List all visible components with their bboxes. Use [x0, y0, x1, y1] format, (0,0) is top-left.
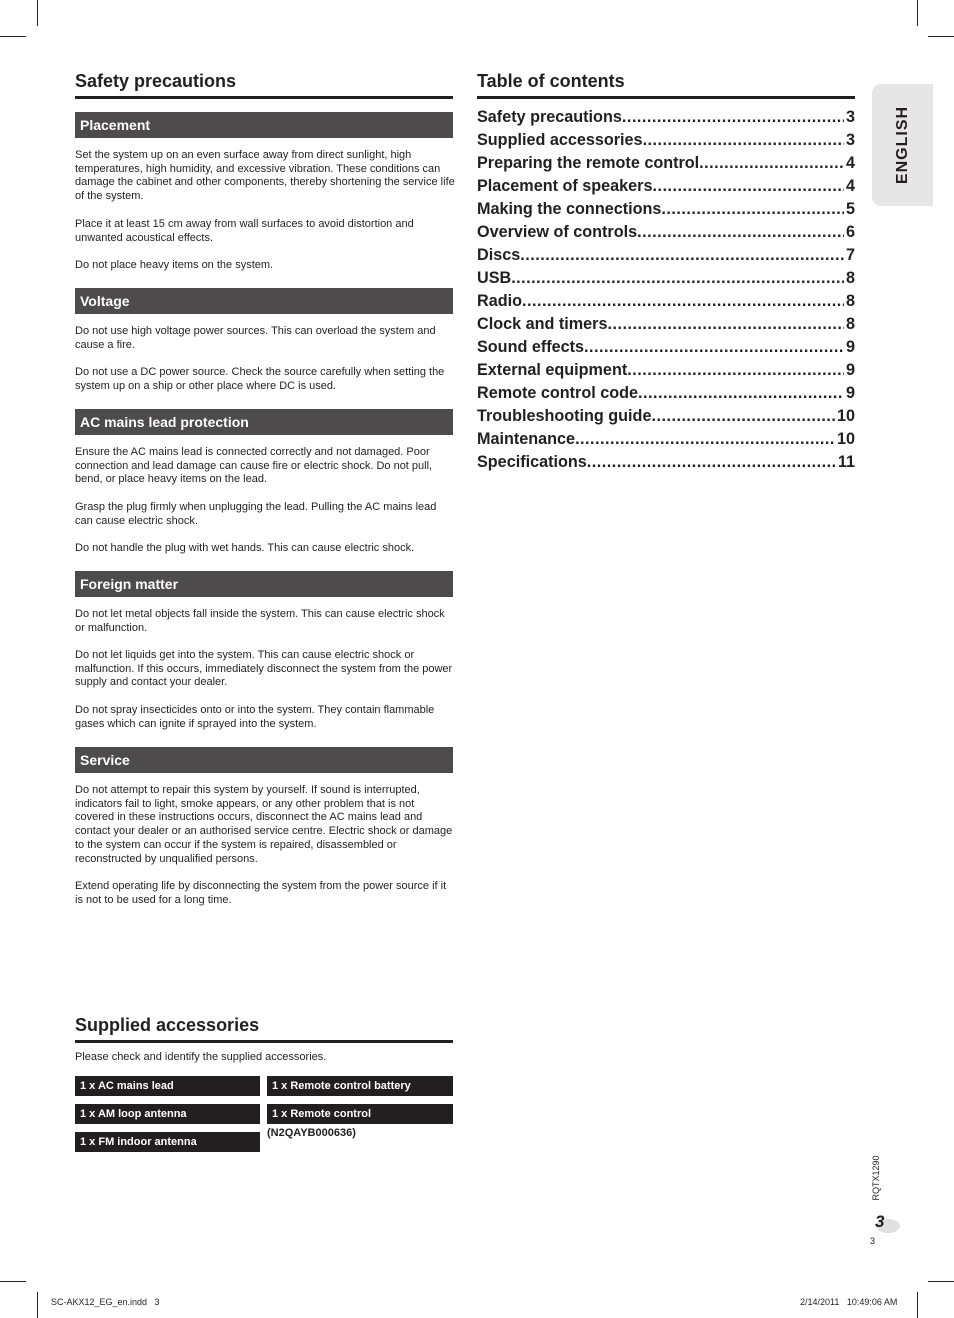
- accessory-item: 1 x FM indoor antenna: [75, 1132, 260, 1152]
- toc-entry-page: 4: [845, 177, 855, 195]
- page-number-badge: [870, 1214, 901, 1234]
- toc-entry-title: Making the connections: [477, 200, 662, 218]
- toc-entry-title: Remote control code: [477, 384, 638, 402]
- toc-entry-title: Placement of speakers: [477, 177, 653, 195]
- language-tab-label: ENGLISH: [893, 105, 911, 185]
- foreign-matter-text-1: Do not let metal objects fall inside the system. This can cause electric shock or malfunction.: [75, 608, 445, 634]
- toc-rule: [477, 96, 855, 99]
- toc-entry: [477, 152, 855, 175]
- toc-leader-dots: [627, 359, 844, 382]
- toc-leader-dots: [651, 405, 835, 428]
- toc-entry-title: Clock and timers: [477, 315, 608, 333]
- toc-entry: [477, 428, 855, 451]
- toc-entry-title: Specifications: [477, 453, 587, 471]
- toc-entry-page: 10: [836, 430, 855, 448]
- crop-mark: [37, 0, 38, 26]
- toc-entry-page: 4: [845, 154, 855, 172]
- toc-leader-dots: [643, 129, 844, 152]
- toc-entry: [477, 382, 855, 405]
- crop-mark: [917, 1292, 918, 1318]
- ac-mains-text-1: Ensure the AC mains lead is connected correctly and not damaged. Poor connection and lead damage can cause fire or electric shock. Do not pull, bend, or place heavy items on the lead.: [75, 446, 433, 486]
- timestamp: 2/14/2011 10:49:06 AM: [800, 1297, 898, 1307]
- accessory-item: 1 x AC mains lead: [75, 1076, 260, 1096]
- toc-entry-page: 9: [845, 384, 855, 402]
- toc-entry-title: Preparing the remote control: [477, 154, 700, 172]
- accessory-item: 1 x Remote control: [267, 1104, 453, 1124]
- accessory-item: 1 x AM loop antenna: [75, 1104, 260, 1124]
- toc-entry-title: External equipment: [477, 361, 628, 379]
- file-name: SC-AKX12_EG_en.indd 3: [51, 1297, 160, 1307]
- toc-entry: [477, 405, 855, 428]
- toc-entry-page: 9: [845, 338, 855, 356]
- foreign-matter-text-2: Do not let liquids get into the system. This can cause electric shock or malfunction. If this occurs, immediately disconnect the system from the power supply and contact your dealer.: [75, 649, 453, 689]
- toc-entry: [477, 106, 855, 129]
- toc-entry: [477, 336, 855, 359]
- toc-entry: [477, 290, 855, 313]
- accessories-rule: [75, 1040, 453, 1043]
- foreign-matter-heading: Foreign matter: [75, 571, 453, 597]
- page-number: 3: [875, 1212, 885, 1231]
- ac-mains-text-2: Grasp the plug firmly when unplugging the lead. Pulling the AC mains lead can cause electric shock.: [75, 501, 437, 527]
- toc-entry-title: Maintenance: [477, 430, 576, 448]
- toc-title: Table of contents: [477, 71, 625, 91]
- toc-entry: [477, 198, 855, 221]
- placement-text-3: Do not place heavy items on the system.: [75, 259, 274, 271]
- safety-title: Safety precautions: [75, 71, 237, 91]
- toc-entry-title: Radio: [477, 292, 522, 310]
- toc-entry-title: Overview of controls: [477, 223, 638, 241]
- toc-entry-page: 8: [845, 269, 855, 287]
- toc-entry: [477, 244, 855, 267]
- toc-entry: [477, 451, 855, 474]
- toc-leader-dots: [520, 244, 844, 267]
- toc-leader-dots: [584, 336, 844, 359]
- toc-leader-dots: [622, 106, 844, 129]
- toc-entry-page: 3: [845, 131, 855, 149]
- toc-entry-page: 7: [845, 246, 855, 264]
- page-number-small: 3: [870, 1236, 876, 1246]
- toc-leader-dots: [652, 175, 844, 198]
- toc-leader-dots: [575, 428, 835, 451]
- voltage-heading: Voltage: [75, 288, 453, 314]
- remote-control-code: (N2QAYB000636): [267, 1127, 356, 1139]
- accessory-item: 1 x Remote control battery: [267, 1076, 453, 1096]
- toc-leader-dots: [699, 152, 844, 175]
- crop-mark: [928, 1281, 954, 1282]
- crop-mark: [37, 1292, 38, 1318]
- toc-entry: [477, 359, 855, 382]
- toc-entry-title: Sound effects: [477, 338, 585, 356]
- toc-entry: [477, 267, 855, 290]
- toc-list: [477, 106, 855, 474]
- toc-entry-page: 8: [845, 315, 855, 333]
- toc-leader-dots: [638, 382, 844, 405]
- toc-leader-dots: [607, 313, 844, 336]
- crop-mark: [0, 1281, 26, 1282]
- toc-entry-page: 9: [845, 361, 855, 379]
- ac-mains-text-3: Do not handle the plug with wet hands. This can cause electric shock.: [75, 542, 415, 554]
- model-code: RQTX1290: [871, 1155, 881, 1201]
- safety-rule: [75, 96, 453, 99]
- accessories-title: Supplied accessories: [75, 1015, 260, 1035]
- toc-entry-title: Supplied accessories: [477, 131, 643, 149]
- foreign-matter-text-3: Do not spray insecticides onto or into the system. They contain flammable gases which can ignite if sprayed into the system.: [75, 704, 435, 730]
- service-heading: Service: [75, 747, 453, 773]
- toc-entry-title: USB: [477, 269, 512, 287]
- toc-entry-title: Troubleshooting guide: [477, 407, 652, 425]
- ac-mains-heading: AC mains lead protection: [75, 409, 453, 435]
- voltage-text-1: Do not use high voltage power sources. This can overload the system and cause a fire.: [75, 325, 436, 351]
- toc-leader-dots: [511, 267, 844, 290]
- toc-entry: [477, 175, 855, 198]
- placement-text-2: Place it at least 15 cm away from wall surfaces to avoid distortion and unwanted acoustical effects.: [75, 218, 414, 244]
- toc-entry-page: 8: [845, 292, 855, 310]
- toc-entry-page: 5: [845, 200, 855, 218]
- service-text-1: Do not attempt to repair this system by yourself. If sound is interrupted, indicators fail to light, smoke appears, or any other problem that is not covered in these instructions occurs, disconnect the AC mains lead and contact your dealer or an authorised service centre. Electric shock or damage to the system can occur if the system is repaired, disassembled or reconstructed by unqualified persons.: [75, 784, 453, 865]
- crop-mark: [0, 36, 26, 37]
- crop-mark: [928, 36, 954, 37]
- toc-leader-dots: [522, 290, 844, 313]
- toc-entry: [477, 221, 855, 244]
- toc-entry-page: 10: [836, 407, 855, 425]
- crop-mark: [917, 0, 918, 26]
- toc-entry-title: Discs: [477, 246, 521, 264]
- language-tab: [872, 84, 933, 206]
- placement-text-1: Set the system up on an even surface away from direct sunlight, high temperatures, high humidity, and excessive vibration. These conditions can damage the cabinet and other components, thereby shortening the service life of the system.: [75, 149, 455, 203]
- service-text-2: Extend operating life by disconnecting the system from the power source if it is not to be used for a long time.: [75, 880, 447, 906]
- placement-heading: Placement: [75, 112, 453, 138]
- toc-entry: [477, 313, 855, 336]
- toc-leader-dots: [637, 221, 844, 244]
- toc-entry-page: 3: [845, 108, 855, 126]
- toc-entry-title: Safety precautions: [477, 108, 622, 126]
- toc-entry: [477, 129, 855, 152]
- accessories-intro: Please check and identify the supplied accessories.: [75, 1051, 327, 1063]
- toc-entry-page: 11: [837, 453, 855, 471]
- toc-leader-dots: [661, 198, 844, 221]
- toc-leader-dots: [587, 451, 836, 474]
- voltage-text-2: Do not use a DC power source. Check the source carefully when setting the system up on a ship or other place where DC is used.: [75, 366, 445, 392]
- toc-entry-page: 6: [845, 223, 855, 241]
